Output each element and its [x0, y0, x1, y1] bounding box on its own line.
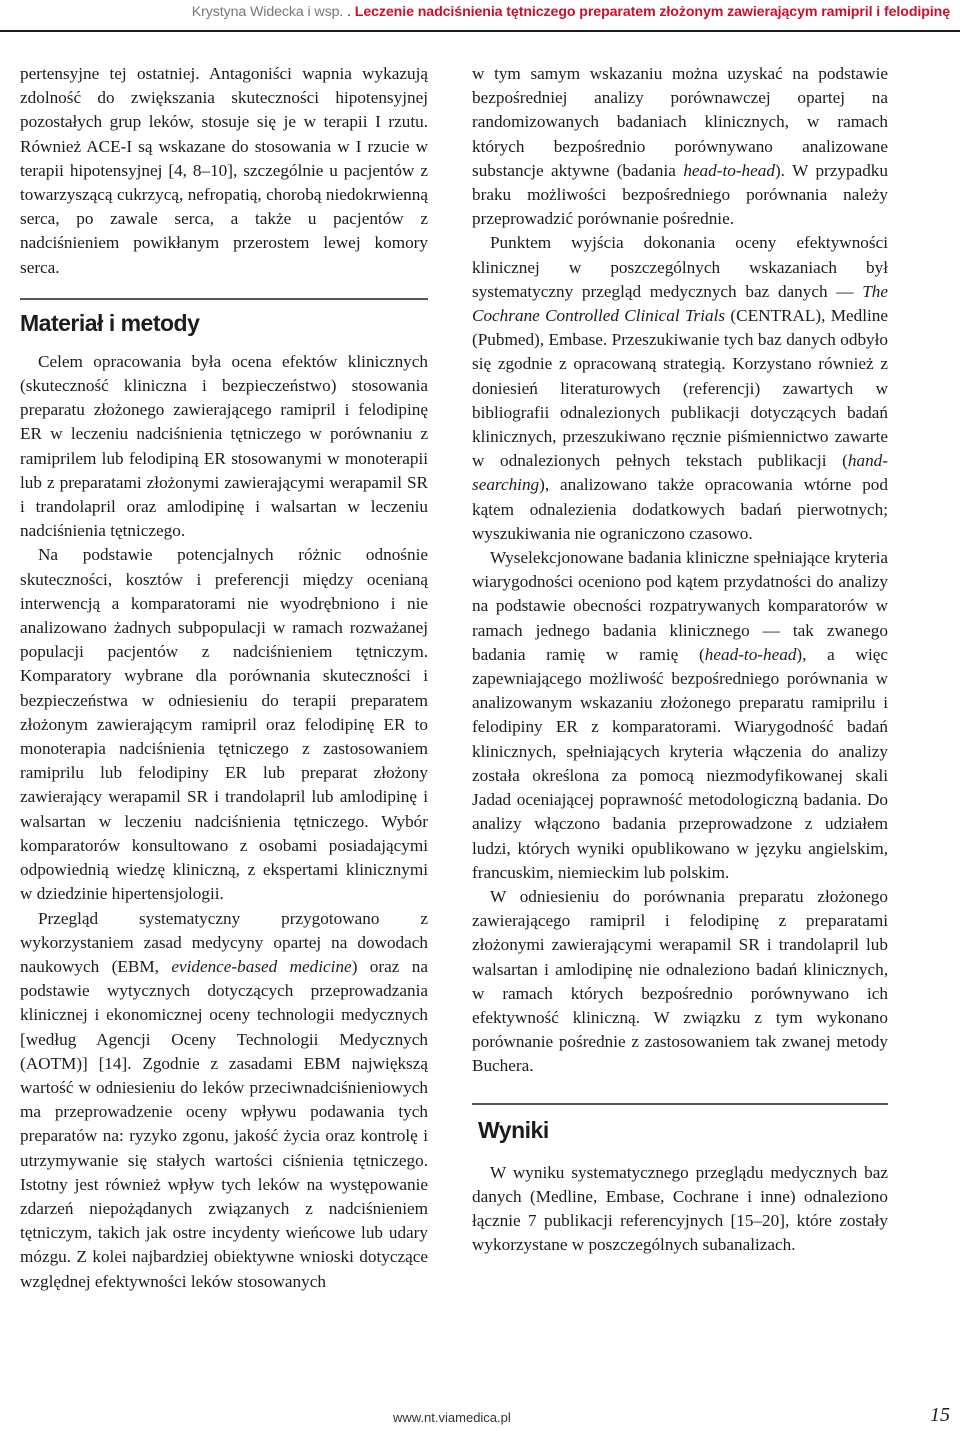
section-materialy — [20, 298, 428, 336]
right-column — [472, 62, 888, 1257]
left-paragraph-4: Przegląd systematyczny przygotowano z wykorzystaniem zasad medycyny opartej na dowodach naukowych (EBM, evidence-based medicine) oraz na podstawie wytycznych dotyczących przeprowadzania klinicznej i ekonomicznej oceny technologii medycznych [według Agencji Oceny Technologii Medycznych (AOTM)] [14]. Zgodnie z zasadami EBM największą wartość w odniesieniu do leków przeciwnadciśnieniowych ma przeprowadzenie oceny wpływu podawania tych preparatów na: ryzyko zgonu, jakość życia oraz kontrolę i utrzymywanie się stałych wartości ciśnienia tętniczego. Istotny jest również wpływ tych leków na występowanie zdarzeń niepożądanych związanych z nadciśnieniem tętniczym, takich jak ostre incydenty wieńcowe lub udary mózgu. Z kolei najbardziej obiektywne wnioski dotyczące względnej efektywności leków stosowanych — [20, 908, 429, 1291]
right-paragraph-3: Wyselekcjonowane badania kliniczne spełniające kryteria wiarygodności oceniono pod kątem przydatności do analizy na podstawie obecności rozpatrywanych komparatorów w ramach jednego badania klinicznego — tak zwanego badania ramię w ramię (head-to-head), a więc zapewniającego możliwość bezpośredniego porównania w analizowanym wskazaniu złożonego preparatu ramiprilu i felodipiny ER z komparatorami. Wiarygodność badań klinicznych, spełniających kryteria włączenia do analizy została określona za pomocą niezmodyfikowanej skali Jadad oceniającej poprawność metodologiczną badania. Do analizy włączono badania przeprowadzone z udziałem ludzi, których wyniki opublikowano w języku angielskim, francuskim, niemieckim lub polskim. — [472, 548, 888, 882]
section-heading-wyniki: Wyniki — [478, 1116, 549, 1143]
running-head-title: Leczenie nadciśnienia tętniczego preparatem złożonym zawierającym ramipril i felodipinę — [354, 4, 950, 20]
running-head-separator: . — [347, 4, 355, 20]
running-head-authors: Krystyna Widecka i wsp. — [191, 4, 344, 20]
page-number: 15 — [930, 1404, 950, 1426]
left-column — [20, 62, 428, 1294]
section-wyniki — [472, 1103, 888, 1143]
left-paragraph-1: pertensyjne tej ostatniej. Antagoniści wapnia wykazują zdolność do zwiększania skuteczności hipotensyjnej pozostałych grup leków, stosuje się je w terapii I rzutu. Również ACE-I są wskazane do stosowania w I rzucie w terapii hipotensyjnej [4, 8–10], szczególnie u pacjentów z towarzyszącą cukrzycą, nefropatią, chorobą niedokrwienną serca, po zawale serca, a także u pacjentów z nadciśnieniem powikłanym przerostem lewej komory serca. — [20, 64, 428, 277]
left-paragraph-2: Celem opracowania była ocena efektów klinicznych (skuteczność kliniczna i bezpieczeństwo) stosowania preparatu złożonego zawierającego ramipril i felodipinę ER w leczeniu nadciśnienia tętniczego w porównaniu z ramiprilem lub felodipiną ER stosowanymi w monoterapii lub z preparatami złożonymi zawierającymi werapamil SR i trandolapril oraz amlodipinę i walsartan w leczeniu nadciśnienia tętniczego. — [20, 351, 428, 541]
right-paragraph-2: Punktem wyjścia dokonania oceny efektywności klinicznej w poszczególnych wskazaniach był systematyczny przegląd medycznych baz danych — The Cochrane Controlled Clinical Trials (CENTRAL), Medline (Pubmed), Embase. Przeszukiwanie tych baz danych odbyło się zgodnie z opracowaną strategią. Korzystano również z doniesień literaturowych (referencji) zawartych w bibliografii odnalezionych publikacji dotyczących badań klinicznych, przeszukiwano ręcznie piśmiennictwo zawarte w odnalezionych pełnych tekstach publikacji (hand-searching), analizowano także opracowania wtórne pod kątem odnalezienia dodatkowych badań pierwotnych; wyszukiwania nie ograniczono czasowo. — [472, 233, 888, 543]
section-heading-materialy: Materiał i metody — [20, 309, 200, 336]
right-paragraph-5: W wyniku systematycznego przeglądu medycznych baz danych (Medline, Embase, Cochrane i inne) odnaleziono łącznie 7 publikacji referencyjnych [15–20], które zostały wykorzystane w poszczególnych subanalizach. — [472, 1162, 888, 1255]
right-paragraph-4: W odniesieniu do porównania preparatu złożonego zawierającego ramipril i felodipinę z preparatami złożonymi zawierającymi werapamil SR i trandolapril lub walsartan i amlodipinę nie odnaleziono badań klinicznych, w ramach których bezpośrednio porównywano ich efektywność kliniczną. W związku z tym wykonano porównanie pośrednie z zastosowaniem tak zwanej metody Buchera. — [472, 886, 888, 1076]
footer-url: www.nt.viamedica.pl — [393, 1410, 511, 1425]
left-paragraph-3: Na podstawie potencjalnych różnic odnośnie skuteczności, kosztów i preferencji między ocenianą interwencją a komparatorami nie wyodrębniono i nie analizowano żadnych subpopulacji w ramach rozważanej populacji pacjentów z nadciśnieniem tętniczym. Komparatory wybrane dla porównania skuteczności i bezpieczeństwa w odniesieniu do terapii preparatem złożonym zawierającym ramipril oraz felodipinę ER to monoterapia nadciśnienia tętniczego z zastosowaniem ramiprilu lub felodipiny ER lub preparat złożony zawierający werapamil SR i trandolapril lub amlodipinę i walsartan w leczeniu nadciśnienia tętniczego. Wybór komparatorów konsultowano z osobami posiadającymi odpowiednią wiedzę kliniczną, z ekspertami klinicznymi w dziedzinie hipertensjologii. — [20, 545, 428, 904]
right-paragraph-1: w tym samym wskazaniu można uzyskać na podstawie bezpośredniej analizy porównawczej opartej na randomizowanych badaniach klinicznych, w ramach których bezpośrednio porównywano analizowane substancje aktywne (badania head-to-head). W przypadku braku możliwości bezpośredniego porównania należy przeprowadzić porównanie pośrednie. — [472, 64, 888, 229]
running-head — [192, 4, 950, 20]
header-rule — [0, 30, 960, 32]
